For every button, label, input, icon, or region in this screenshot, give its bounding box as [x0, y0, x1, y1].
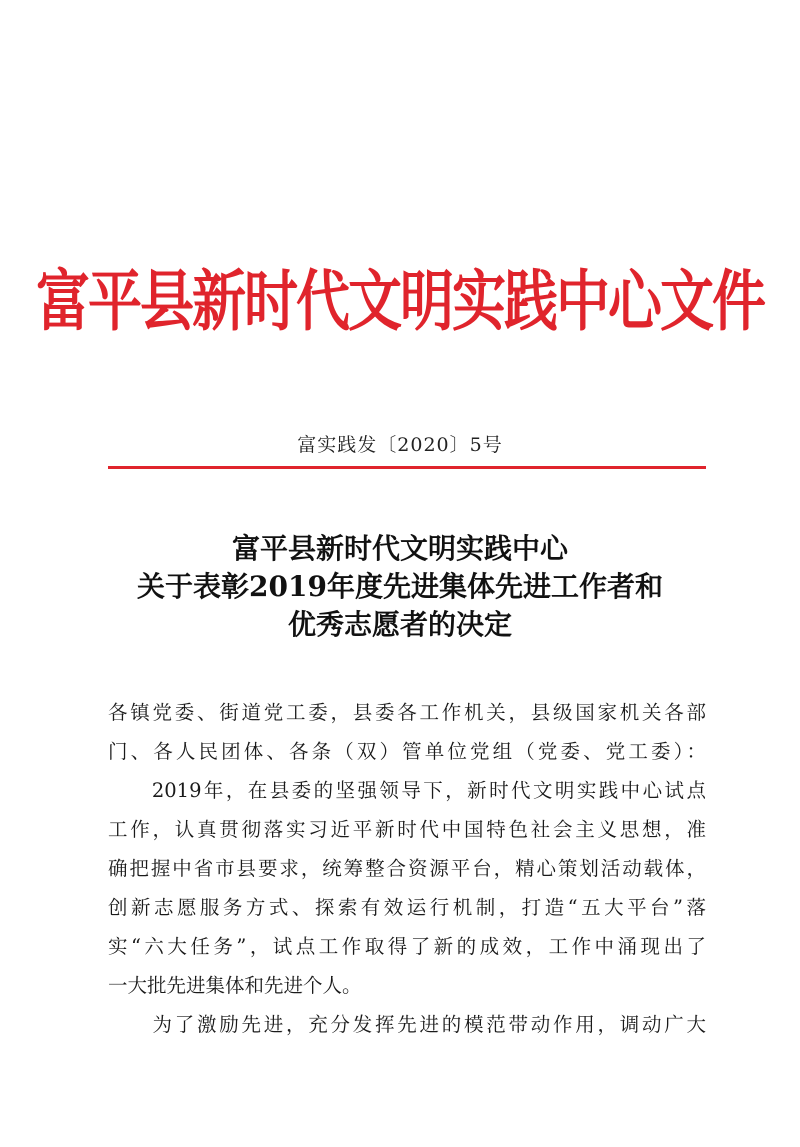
document-header-title: 富平县新时代文明实践中心文件 [36, 262, 764, 340]
document-title-line-1: 富平县新时代文明实践中心 [231, 532, 568, 565]
body-line-9: 为了激励先进，充分发挥先进的模范带动作用，调动广大 [108, 1013, 706, 1036]
document-body [108, 693, 706, 1044]
body-line-3: 2019年，在县委的坚强领导下，新时代文明实践中心试点 [108, 779, 706, 802]
body-line-1: 各镇党委、街道党工委，县委各工作机关，县级国家机关各部 [108, 701, 706, 724]
body-line-2: 门、各人民团体、各条（双）管单位党组（党委、党工委）： [108, 740, 706, 763]
body-line-6: 创新志愿服务方式、探索有效运行机制，打造“五大平台”落 [108, 896, 706, 919]
document-title [0, 530, 800, 644]
document-title-line-3: 优秀志愿者的决定 [287, 608, 512, 641]
body-line-5: 确把握中省市县要求，统筹整合资源平台，精心策划活动载体， [108, 857, 706, 880]
body-line-7: 实“六大任务”，试点工作取得了新的成效，工作中涌现出了 [108, 935, 706, 958]
body-line-8: 一大批先进集体和先进个人。 [108, 974, 362, 997]
header-divider-line [108, 466, 706, 469]
document-number: 富实践发〔2020〕5号 [297, 434, 503, 456]
document-title-line-2: 关于表彰2019年度先进集体先进工作者和 [137, 570, 663, 603]
body-line-4: 工作，认真贯彻落实习近平新时代中国特色社会主义思想，准 [108, 818, 706, 841]
